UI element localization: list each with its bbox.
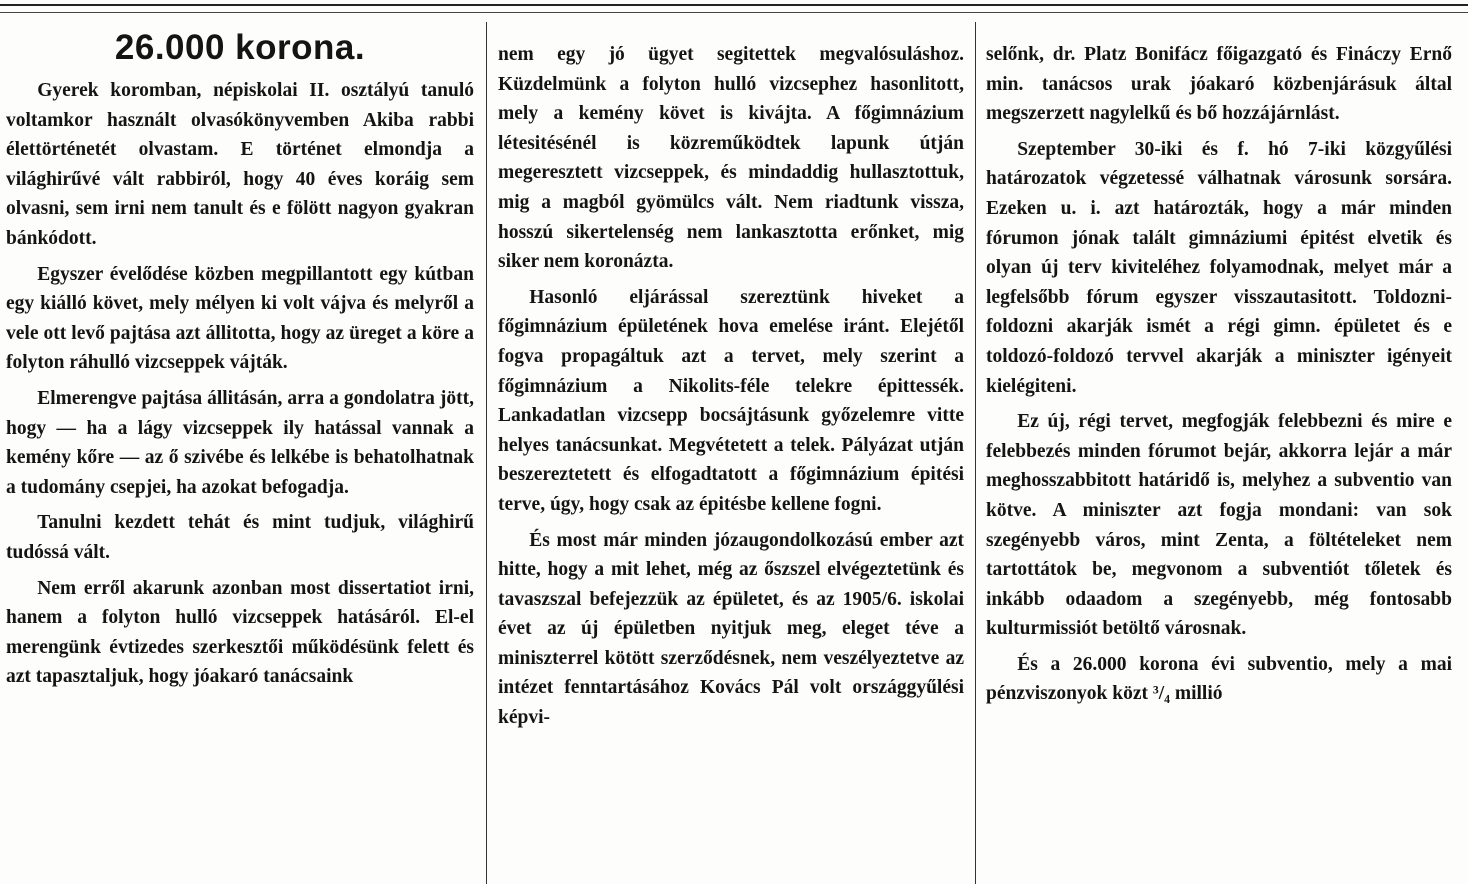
paragraph: selőnk, dr. Platz Bonifácz főigazgató és Fináczy Ernő min. tanácsos urak jóakaró közbenjárásuk által megszerzett nagylelkű és bő hozzájárnlást. [986, 44, 1452, 125]
paragraph: Hasonló eljárással szereztünk hiveket a főgimnázium épületének hova emelése iránt. Elejétől fogva propagáltuk azt a tervet, mely szerint a főgimnázium a Nikolits-féle telekre épittessék. Lankadatlan vizcsepp bocsájtásunk győzelemre vitte helyes tanácsunkat. Megvétetett a telek. Pályázat utján beszereztetett és elfogadtatott a főgimnázium épitési terve, úgy, hogy csak az épitésbe kellene fogni. [498, 286, 964, 515]
top-rule [0, 4, 1468, 13]
article-headline: 26.000 korona. [114, 28, 366, 67]
paragraph: Gyerek koromban, népiskolai II. osztályú tanuló voltamkor használt olvasókönyvemben Akiba rabbi élettörténetét olvastam. E történet elmondja a világhirűvé vált rabbiról, hogy 40 éves koráig sem olvasni, sem irni nem tanult és e fölött nagyon gyakran bánkódott. [6, 80, 474, 249]
paragraph: Egyszer évelődése közben megpillantott egy kútban egy kiálló követ, mely mélyen ki volt vájva és melyről a vele ott levő pajtása azt állitotta, hogy az üreget a köre a folyton ráhulló vizcseppek vájták. [6, 263, 474, 374]
paragraph: Nem erről akarunk azonban most dissertatiot irni, hanem a folyton hulló vizcseppek hatásáról. El-el merengünk évtizedes szerkesztői működésünk felett és azt tapasztaljuk, hogy jóakaró tanácsaink [6, 577, 474, 688]
column-divider [975, 22, 976, 884]
paragraph: És most már minden józaugondolkozású ember azt hitte, hogy a mit lehet, még az őszszel elvégeztetünk és tavaszszal befejezzük az épületet, és az 1905/6. iskolai évet az új épületben nyitjuk meg, eleget téve a miniszterrel kötött szerződésnek, nem veszélyeztetve az intézet fenntartásához Kovács Pál volt országgyűlési képvi- [498, 529, 964, 729]
column-divider [486, 22, 487, 884]
column-1 [6, 26, 474, 692]
paragraph: Ez új, régi tervet, megfogják felebbezni és mire e felebbezés minden fórumot bejár, akkorra lejár a már meghosszabbitott határidő is, melyhez a subventio van kötve. A miniszter azt fogja mondani: van sok szegényebb város, mint Zenta, a föltételeket nem tartottátok be, megvonom a subventiót tőletek és inkább odaadom a szegényebb, még fontosabb kulturmissiót betöltő városnak. [986, 411, 1452, 640]
paragraph: És a 26.000 korona évi subventio, mely a mai pénzviszonyok közt ³/₄ millió [986, 653, 1452, 705]
paragraph: Szeptember 30-iki és f. hó 7-iki közgyűlési határozatok végzetessé válhatnak városunk sorsára. Ezeken u. i. azt határozták, hogy a már minden fórumon jónak talált gimnáziumi épitést elvetik és olyan új terv kiviteléhez folyamodnak, melyet már a legfelsőbb fórum egyszer visszautasitott. Toldozni-foldozni akarják ismét a régi gimn. épületet és e toldozó-foldozó tervvel akarják a miniszter igényeit kielégiteni. [986, 138, 1452, 397]
paragraph: nem egy jó ügyet segitettek megvalósuláshoz. Küzdelmünk a folyton hulló vizcsephez hasonlitott, mely a kemény követ is kivájta. A főgimnázium létesitésénél is közreműködtek lapunk útján megeresztett vizcseppek, és mindaddig hullasztottuk, mig a magból gyömülcs vált. Nem riadtunk vissza, hosszú sikertelenség nem lankasztotta erőnket, mig siker nem koronázta. [498, 44, 964, 273]
column-2 [498, 40, 964, 733]
paragraph: Elmerengve pajtása állitásán, arra a gondolatra jött, hogy — ha a lágy vizcseppek ily hatással vannak a kemény kőre — az ő szivébe és lelkébe is behatolhatnak a tudomány csepjei, ha azokat befogadja. [6, 387, 474, 498]
paragraph: Tanulni kezdett tehát és mint tudjuk, világhirű tudóssá vált. [6, 512, 474, 563]
column-3 [986, 40, 1452, 709]
